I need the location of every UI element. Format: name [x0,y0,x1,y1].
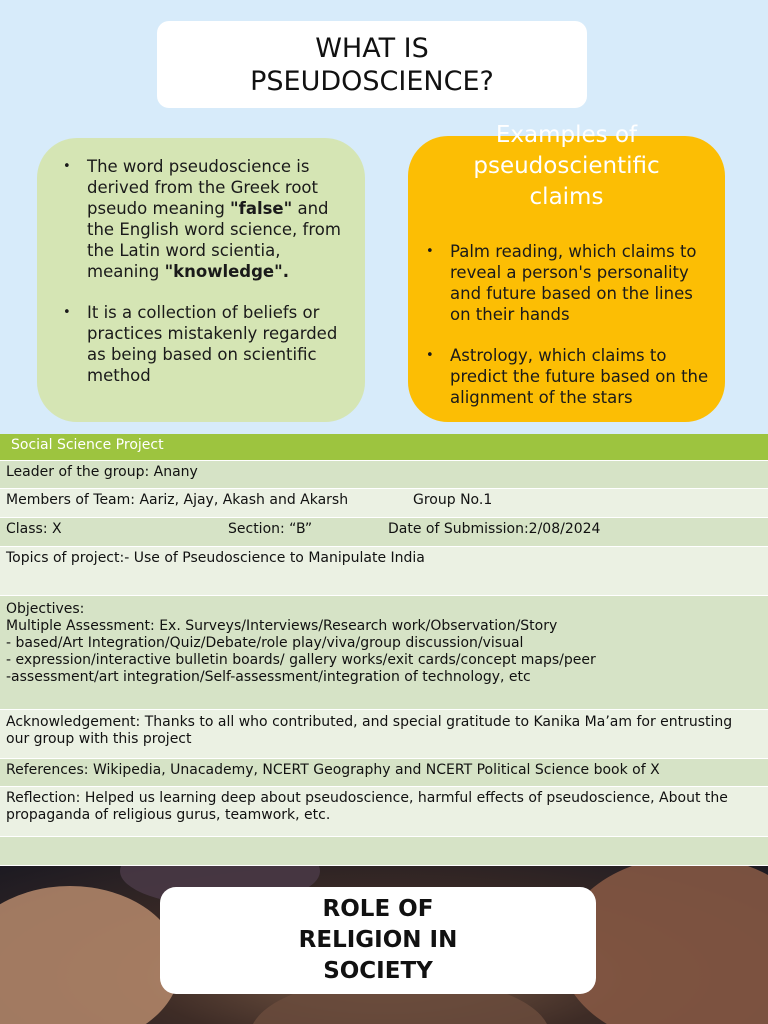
definition-list [61,156,345,386]
table-header: Social Science Project [11,437,164,453]
examples-title-line-2: pseudoscientific [473,153,660,179]
definition-bullet-2 [61,302,345,386]
objectives-line: - based/Art Integration/Quiz/Debate/role play/viva/group discussion/visual [6,635,524,651]
table-row-references [0,759,768,787]
acknowledgement-line: our group with this project [6,731,192,747]
acknowledgement-line: Acknowledgement: Thanks to all who contributed, and special gratitude to Kanika Ma’am for entrusting [6,714,733,730]
examples-list [424,241,709,408]
table-row-objectives [0,596,768,710]
table-row-members [0,489,768,518]
section-text: Section: “B” [228,521,313,537]
table-header-row [0,434,768,461]
references-text: References: Wikipedia, Unacademy, NCERT Geography and NCERT Political Science book of X [6,762,660,778]
example-text: Palm reading, which claims to reveal a person's personality and future based on the lines on their hands [450,242,697,324]
title-line-1: WHAT IS [315,32,429,64]
examples-title [408,120,725,213]
definition-text-3: It is a collection of beliefs or practices mistakenly regarded as being based on scientific method [87,303,338,385]
definition-bullet-1 [61,156,345,282]
bullet-glyph: • [426,244,434,259]
religion-title-line-1: ROLE OF [322,896,434,922]
definition-card [37,138,365,422]
bullet-glyph: • [63,159,71,174]
table-row-reflection [0,787,768,837]
objectives-line: -assessment/art integration/Self-assessment/integration of technology, etc [6,669,531,685]
objectives-line: - expression/interactive bulletin boards/ gallery works/exit cards/concept maps/peer [6,652,596,668]
topic-text: Topics of project:- Use of Pseudoscience to Manipulate India [6,550,425,566]
examples-card [408,122,725,422]
example-item [424,345,709,408]
definition-text-2: and the English word science, from the Latin word scientia, meaning [87,199,341,281]
submission-date: Date of Submission:2/08/2024 [388,521,601,537]
religion-title-line-2: RELIGION IN [298,927,458,953]
definition-bold-false: "false" [230,199,293,218]
title-box [157,21,587,108]
table-row-empty [0,837,768,866]
bullet-glyph: • [63,305,71,320]
members-text: Members of Team: Aariz, Ajay, Akash and Akarsh [6,492,349,508]
religion-title-box [160,887,596,994]
intro-section [0,0,768,434]
hands-photo-shape [0,886,180,1024]
project-table [0,434,768,866]
leader-text: Leader of the group: Anany [6,464,198,480]
objectives-line: Multiple Assessment: Ex. Surveys/Interviews/Research work/Observation/Story [6,618,558,634]
reflection-line: Reflection: Helped us learning deep about pseudoscience, harmful effects of pseudoscience, About the [6,790,728,806]
objectives-line: Objectives: [6,601,85,617]
bullet-glyph: • [426,348,434,363]
title-line-2: PSEUDOSCIENCE? [250,65,494,97]
definition-text-1: The word pseudoscience is derived from the Greek root pseudo meaning [87,157,318,218]
definition-bold-knowledge: "knowledge". [164,262,289,281]
examples-title-line-3: claims [529,184,604,210]
religion-section [0,866,768,1024]
examples-title-line-1: Examples of [495,122,638,148]
table-row-topic [0,547,768,596]
reflection-line: propaganda of religious gurus, teamwork, etc. [6,807,331,823]
example-text: Astrology, which claims to predict the future based on the alignment of the stars [450,346,709,407]
table-row-class [0,518,768,547]
table-row-acknowledgement [0,710,768,759]
group-number: Group No.1 [413,492,493,508]
example-item [424,241,709,325]
religion-title-line-3: SOCIETY [323,958,433,984]
class-text: Class: X [6,521,62,537]
table-row-leader [0,461,768,489]
